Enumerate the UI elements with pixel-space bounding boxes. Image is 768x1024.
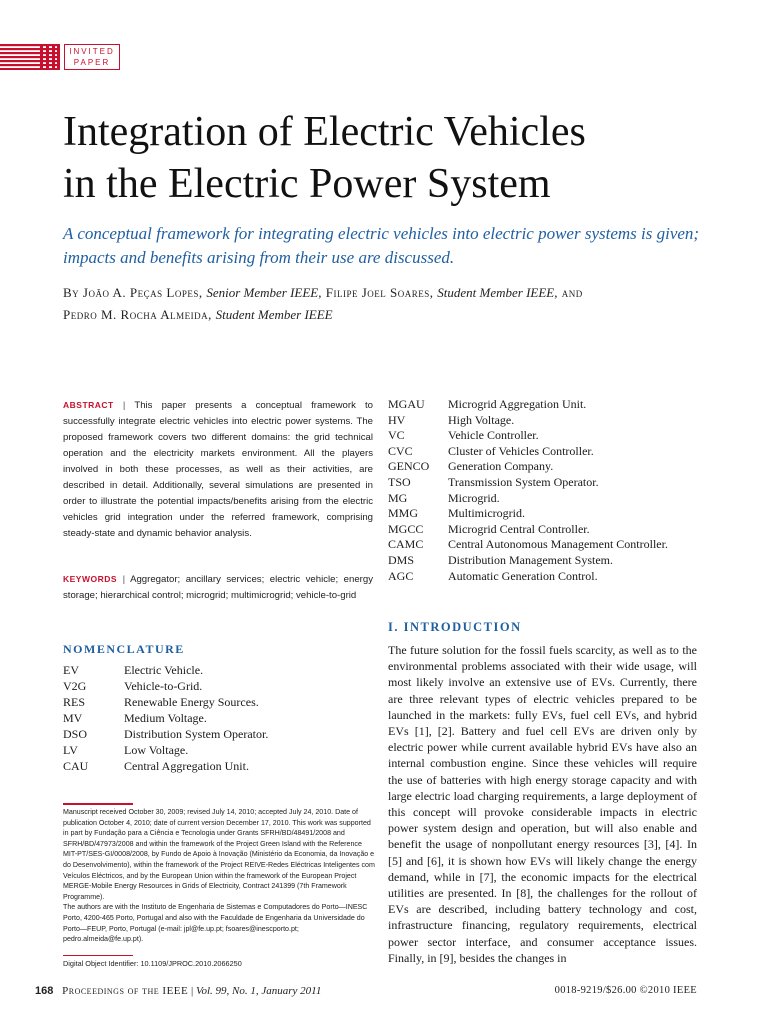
list-item	[388, 459, 708, 475]
list-item	[388, 506, 708, 522]
abstract	[63, 397, 373, 542]
nomenclature-def: Central Aggregation Unit.	[124, 759, 249, 773]
list-item	[388, 553, 708, 569]
nomenclature-heading: NOMENCLATURE	[63, 642, 185, 656]
footnote-rule	[63, 803, 133, 805]
paper-subtitle: A conceptual framework for integrating electric vehicles into electric power systems is given; impacts and benefits arising from their use are discussed.	[63, 224, 700, 267]
list-item	[63, 742, 363, 758]
journal-issue: Vol. 99, No. 1, January 2011	[195, 985, 322, 997]
abbreviation-def: Vehicle Controller.	[448, 428, 539, 443]
abbreviation-abbr: DMS	[388, 552, 415, 567]
abbreviation-abbr: AGC	[388, 568, 414, 583]
keywords-text: Aggregator; ancillary services; electric vehicle; energy storage; hierarchical control; microgrid; multimicrogrid; vehicle-to-grid	[63, 574, 373, 601]
list-item	[63, 662, 363, 678]
abbreviation-abbr: CVC	[388, 443, 413, 458]
abbreviation-list	[388, 397, 708, 584]
abbreviation-abbr: CAMC	[388, 537, 424, 552]
nomenclature-abbr: DSO	[63, 727, 88, 741]
keywords-separator: |	[122, 574, 126, 585]
abbreviation-def: Multimicrogrid.	[448, 506, 525, 521]
introduction-text: The future solution for the fossil fuels scarcity, as well as to the environmental problems associated with their wide usage, will most likely involve an extensive use of EVs. Currently, there are three relevant types of electric vehicles prepared to be launched in the markets: fully EVs, fuel cell EVs, and hybrid EVs [1], [2]. Battery and fuel cell EVs are driven only by electric power while current available hybrid EVs have also an internal combustion engine. Since these vehicles will require the use of batteries with high energy storage capacity and with large electric load charging requirements, a large deployment of this concept will provoke considerable impacts in electric power system design and operation, but will also enable and benefit the usage of nonpollutant energy resources [3], [4]. In [5] and [6], it is shown how EVs will likely change the energy demand, while in [7], the economic impacts for the electrical utilities are presented. In [8], the challenges for the rollout of EVs are described, including battery technology and cost, infrastructure financing, regulatory requirements, electrical power sector interface, and consumer acceptance issues. Finally, in [9], besides the changes in	[388, 643, 697, 965]
abstract-separator: |	[122, 400, 126, 411]
abbreviation-def: Central Autonomous Management Controller.	[448, 537, 668, 552]
list-item	[388, 569, 708, 585]
nomenclature-def: Electric Vehicle.	[124, 663, 204, 677]
keywords-label: KEYWORDS	[63, 574, 118, 584]
author-line: By João A. Peças Lopes, Senior Member IEEE, Filipe Joel Soares, Student Member IEEE, and Pedro M. Rocha Almeida, Student Member IEEE	[63, 285, 583, 322]
footnote	[63, 807, 375, 945]
author-3-name: Pedro M. Rocha Almeida	[63, 307, 209, 322]
abbreviation-abbr: MMG	[388, 506, 419, 521]
nomenclature-def: Distribution System Operator.	[124, 727, 269, 741]
footer-separator: |	[191, 985, 194, 997]
nomenclature-def: Medium Voltage.	[124, 711, 207, 725]
list-item	[63, 678, 363, 694]
list-item	[388, 428, 708, 444]
journal-name: Proceedings of the IEEE	[62, 985, 189, 997]
abbreviation-def: Automatic Generation Control.	[448, 568, 598, 583]
paper-title	[63, 106, 723, 210]
invited-badge-stripes	[0, 44, 60, 70]
page-number: 168	[35, 985, 54, 997]
nomenclature-list	[63, 662, 363, 774]
abstract-text: This paper presents a conceptual framework to successfully integrate electric vehicles into electric power systems. The proposed framework covers two different domains: the grid technical operation and the electricity markets environment. All the players involved in both these processes, as well as their activities, are described in detail. Additionally, several simulations are presented in order to illustrate the potential impacts/benefits arising from the electric vehicles grid integration under the referred framework, comprising steady-state and dynamic behavior analysis.	[63, 400, 373, 539]
abbreviation-def: High Voltage.	[448, 412, 515, 427]
list-item	[388, 444, 708, 460]
abbreviation-def: Distribution Management System.	[448, 552, 613, 567]
author-2-name: Filipe Joel Soares	[325, 285, 430, 300]
copyright: 0018-9219/$26.00 ©2010 IEEE	[554, 985, 697, 996]
doi-rule	[63, 955, 133, 956]
badge-line-invited: INVITED	[69, 47, 115, 56]
abbreviation-abbr: TSO	[388, 474, 411, 489]
list-item	[388, 397, 708, 413]
author-1-role: Senior Member IEEE	[206, 285, 319, 300]
abbreviation-abbr: VC	[388, 428, 405, 443]
author-by: By	[63, 285, 80, 300]
list-item	[388, 413, 708, 429]
nomenclature-abbr: CAU	[63, 759, 89, 773]
nomenclature-abbr: EV	[63, 663, 79, 677]
list-item	[63, 694, 363, 710]
list-item	[388, 475, 708, 491]
footnote-authors: The authors are with the Instituto de Engenharia de Sistemas e Computadores do Porto—INESC Porto, 4200-465 Porto, Portugal and also with the Faculdade de Engenharia da Universidade do Porto—FEUP, Porto, Portugal (e-mail: jpl@fe.up.pt; fsoares@inescporto.pt; pedro.almeida@fe.up.pt).	[63, 903, 368, 944]
author-and: and	[561, 285, 583, 300]
abbreviation-abbr: HV	[388, 412, 406, 427]
list-item	[388, 491, 708, 507]
nomenclature-def: Renewable Energy Sources.	[124, 695, 259, 709]
nomenclature-abbr: V2G	[63, 679, 87, 693]
nomenclature-abbr: MV	[63, 711, 83, 725]
list-item	[63, 726, 363, 742]
list-item	[388, 522, 708, 538]
list-item	[63, 710, 363, 726]
page-footer-left	[35, 985, 321, 997]
keywords	[63, 571, 373, 604]
abbreviation-def: Transmission System Operator.	[448, 474, 599, 489]
author-2-role: Student Member IEEE	[437, 285, 555, 300]
abbreviation-def: Cluster of Vehicles Controller.	[448, 443, 594, 458]
abbreviation-def: Microgrid Aggregation Unit.	[448, 397, 587, 411]
title-line-1: Integration of Electric Vehicles	[63, 109, 586, 155]
abbreviation-abbr: GENCO	[388, 459, 430, 474]
nomenclature-abbr: RES	[63, 695, 86, 709]
abbreviation-abbr: MGAU	[388, 397, 425, 411]
author-1-name: João A. Peças Lopes	[82, 285, 199, 300]
nomenclature-abbr: LV	[63, 743, 78, 757]
doi: Digital Object Identifier: 10.1109/JPROC.2010.2066250	[63, 959, 242, 968]
list-item	[63, 758, 363, 774]
footnote-manuscript: Manuscript received October 30, 2009; revised July 14, 2010; accepted July 24, 2010. Date of publication October 4, 2010; date of current version December 17, 2010. This work was supported in part by Fundação para a Ciência e Tecnologia under Grants SFRH/BD/48491/2008 and SFRH/BD/47973/2008 and within the framework of the Project Green Island with the Reference MIT-PT/SES-GI/0008/2008, by Fundo de Apoio à Inovação (Ministério da Economia, da Inovação e do Desenvolvimento), within the framework of the Project REIVE-Redes Eléctricas Inteligentes com Veículos Eléctricos, and by the European Union within the framework of the European Project MERGE-Mobile Energy Resources in Grids of Electricity, Contract 241399 (7th Framework Programme).	[63, 808, 375, 901]
nomenclature-def: Vehicle-to-Grid.	[124, 679, 203, 693]
abbreviation-abbr: MG	[388, 490, 408, 505]
author-3-role: Student Member IEEE	[215, 307, 333, 322]
abbreviation-def: Microgrid.	[448, 490, 500, 505]
introduction-heading: I. INTRODUCTION	[388, 620, 522, 634]
badge-line-paper: PAPER	[73, 58, 111, 67]
abbreviation-abbr: MGCC	[388, 521, 424, 536]
list-item	[388, 537, 708, 553]
invited-paper-badge	[64, 44, 120, 70]
abbreviation-def: Generation Company.	[448, 459, 554, 474]
abbreviation-def: Microgrid Central Controller.	[448, 521, 590, 536]
nomenclature-def: Low Voltage.	[124, 743, 189, 757]
title-line-2: in the Electric Power System	[63, 161, 551, 207]
abstract-label: ABSTRACT	[63, 400, 114, 410]
